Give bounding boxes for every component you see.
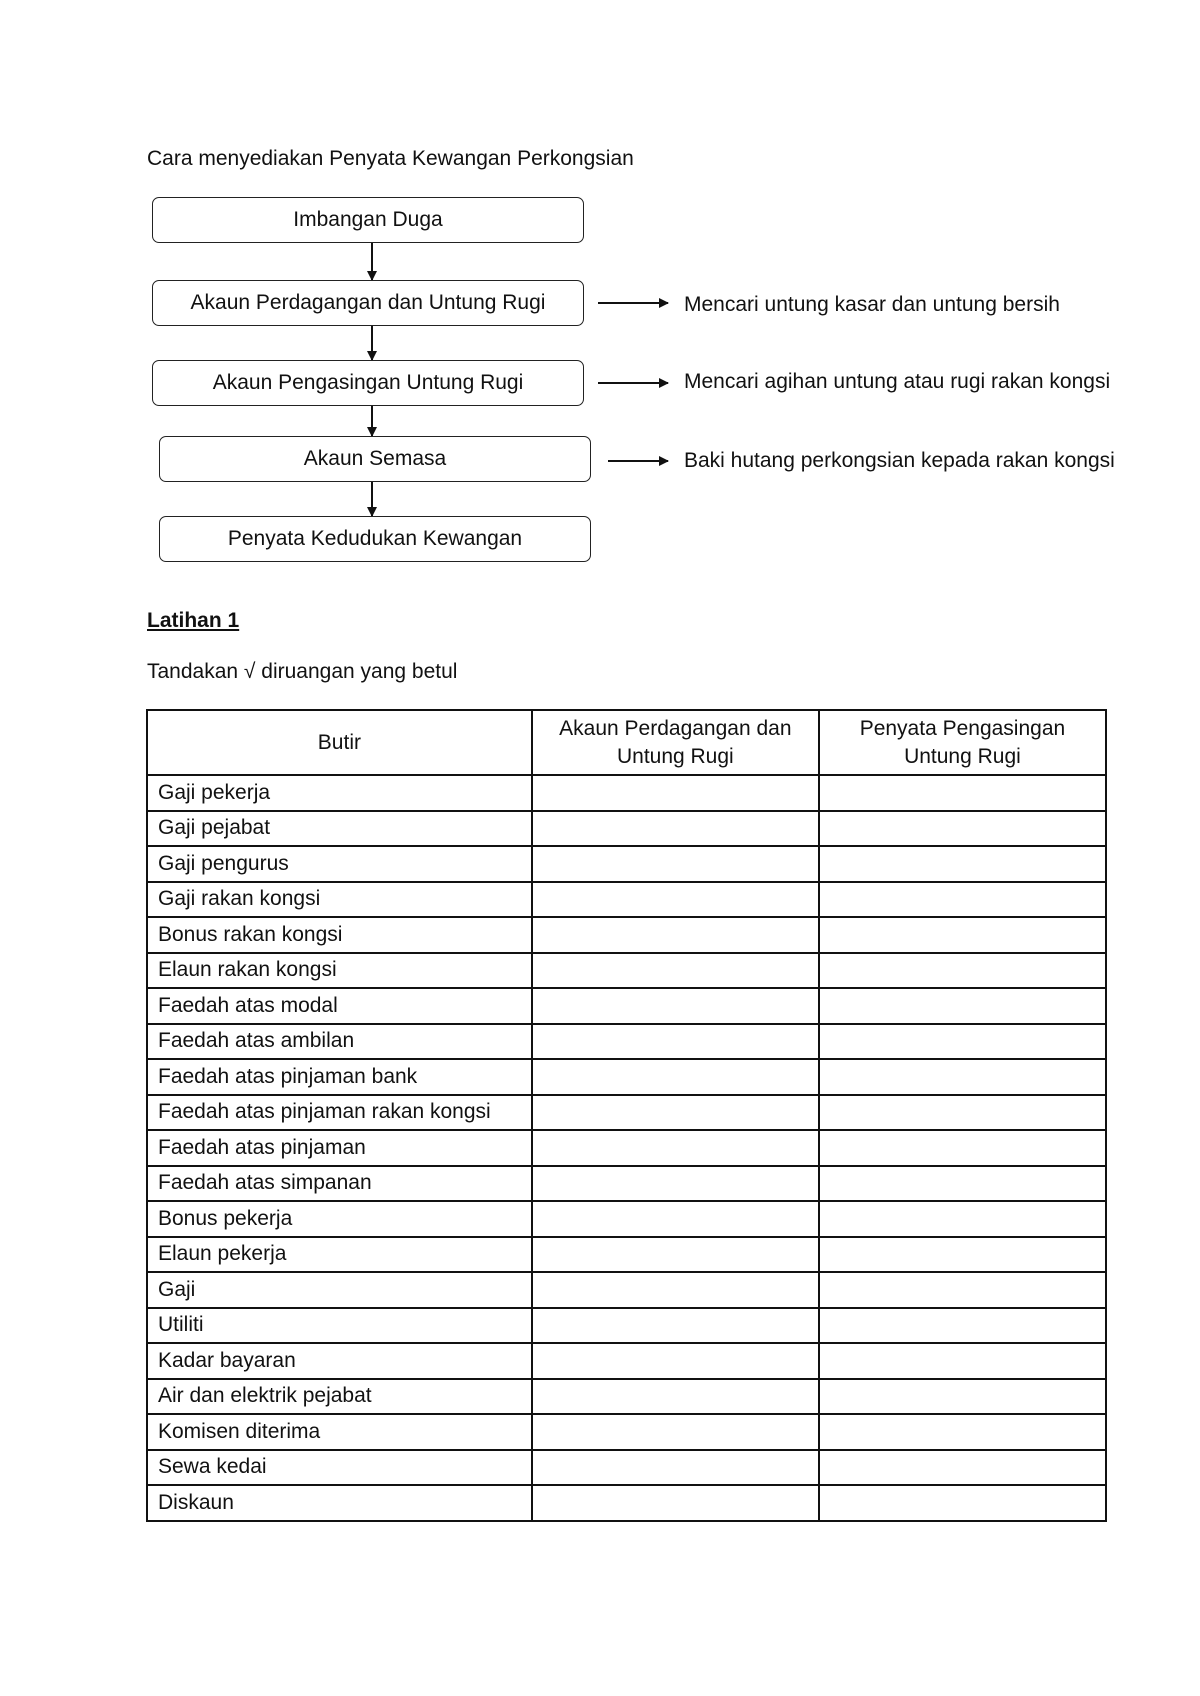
row-item-label: Faedah atas pinjaman rakan kongsi bbox=[147, 1095, 532, 1131]
checkbox-cell-akaun-perdagangan[interactable] bbox=[532, 1166, 819, 1202]
table-row bbox=[147, 917, 1106, 953]
exercise-instruction: Tandakan √ diruangan yang betul bbox=[147, 660, 458, 683]
row-item-label: Bonus rakan kongsi bbox=[147, 917, 532, 953]
flow-box-penyata-kedudukan bbox=[159, 516, 591, 562]
row-item-label: Air dan elektrik pejabat bbox=[147, 1379, 532, 1415]
table-row bbox=[147, 1024, 1106, 1060]
row-item-label: Faedah atas modal bbox=[147, 988, 532, 1024]
checkbox-cell-akaun-perdagangan[interactable] bbox=[532, 953, 819, 989]
checkbox-cell-penyata-pengasingan[interactable] bbox=[819, 1272, 1106, 1308]
checkbox-cell-penyata-pengasingan[interactable] bbox=[819, 1237, 1106, 1273]
row-item-label: Komisen diterima bbox=[147, 1414, 532, 1450]
row-item-label: Utiliti bbox=[147, 1308, 532, 1344]
table-row bbox=[147, 1308, 1106, 1344]
row-item-label: Gaji pengurus bbox=[147, 846, 532, 882]
flow-box-label: Akaun Semasa bbox=[303, 447, 447, 470]
checkbox-cell-penyata-pengasingan[interactable] bbox=[819, 882, 1106, 918]
table-row bbox=[147, 988, 1106, 1024]
checkbox-cell-penyata-pengasingan[interactable] bbox=[819, 1166, 1106, 1202]
row-item-label: Faedah atas ambilan bbox=[147, 1024, 532, 1060]
table-row bbox=[147, 1166, 1106, 1202]
checkbox-cell-akaun-perdagangan[interactable] bbox=[532, 1024, 819, 1060]
flow-note-3: Baki hutang perkongsian kepada rakan kongsi bbox=[684, 449, 1115, 472]
table-row bbox=[147, 953, 1106, 989]
checkbox-cell-penyata-pengasingan[interactable] bbox=[819, 1201, 1106, 1237]
table-header-row bbox=[147, 710, 1106, 775]
table-body bbox=[147, 775, 1106, 1521]
flow-box-label: Akaun Pengasingan Untung Rugi bbox=[212, 371, 524, 394]
table-row bbox=[147, 811, 1106, 847]
flow-box-akaun-semasa bbox=[159, 436, 591, 482]
checkbox-cell-akaun-perdagangan[interactable] bbox=[532, 811, 819, 847]
table-row bbox=[147, 1272, 1106, 1308]
table-row bbox=[147, 1095, 1106, 1131]
table-row bbox=[147, 1414, 1106, 1450]
checkbox-cell-akaun-perdagangan[interactable] bbox=[532, 882, 819, 918]
flow-note-2: Mencari agihan untung atau rugi rakan kongsi bbox=[684, 370, 1111, 393]
checkbox-cell-penyata-pengasingan[interactable] bbox=[819, 1308, 1106, 1344]
row-item-label: Bonus pekerja bbox=[147, 1201, 532, 1237]
checkbox-cell-akaun-perdagangan[interactable] bbox=[532, 775, 819, 811]
flow-box-label: Imbangan Duga bbox=[293, 208, 443, 231]
row-item-label: Elaun pekerja bbox=[147, 1237, 532, 1273]
checkbox-cell-akaun-perdagangan[interactable] bbox=[532, 1237, 819, 1273]
checkbox-cell-penyata-pengasingan[interactable] bbox=[819, 1130, 1106, 1166]
flow-note-1: Mencari untung kasar dan untung bersih bbox=[684, 293, 1060, 316]
column-header-akaun-perdagangan: Akaun Perdagangan dan Untung Rugi bbox=[532, 710, 819, 775]
checkbox-cell-penyata-pengasingan[interactable] bbox=[819, 1059, 1106, 1095]
checkbox-cell-akaun-perdagangan[interactable] bbox=[532, 846, 819, 882]
flow-box-akaun-perdagangan bbox=[152, 280, 584, 326]
checkbox-cell-penyata-pengasingan[interactable] bbox=[819, 953, 1106, 989]
checkbox-cell-penyata-pengasingan[interactable] bbox=[819, 811, 1106, 847]
checkbox-cell-akaun-perdagangan[interactable] bbox=[532, 1414, 819, 1450]
checkbox-cell-penyata-pengasingan[interactable] bbox=[819, 1379, 1106, 1415]
table-row bbox=[147, 1450, 1106, 1486]
checkbox-cell-akaun-perdagangan[interactable] bbox=[532, 1130, 819, 1166]
checkbox-cell-akaun-perdagangan[interactable] bbox=[532, 988, 819, 1024]
row-item-label: Elaun rakan kongsi bbox=[147, 953, 532, 989]
checkbox-cell-akaun-perdagangan[interactable] bbox=[532, 1343, 819, 1379]
row-item-label: Faedah atas pinjaman bbox=[147, 1130, 532, 1166]
table-row bbox=[147, 1343, 1106, 1379]
checkbox-cell-akaun-perdagangan[interactable] bbox=[532, 1095, 819, 1131]
row-item-label: Sewa kedai bbox=[147, 1450, 532, 1486]
checkbox-cell-penyata-pengasingan[interactable] bbox=[819, 1485, 1106, 1521]
table-row bbox=[147, 882, 1106, 918]
table-row bbox=[147, 1130, 1106, 1166]
checkbox-cell-penyata-pengasingan[interactable] bbox=[819, 1450, 1106, 1486]
checkbox-cell-akaun-perdagangan[interactable] bbox=[532, 1272, 819, 1308]
checkbox-cell-akaun-perdagangan[interactable] bbox=[532, 1308, 819, 1344]
checkbox-cell-akaun-perdagangan[interactable] bbox=[532, 1450, 819, 1486]
flow-box-akaun-pengasingan bbox=[152, 360, 584, 406]
table-row bbox=[147, 846, 1106, 882]
table-row bbox=[147, 1485, 1106, 1521]
flow-box-label: Penyata Kedudukan Kewangan bbox=[227, 527, 523, 550]
row-item-label: Gaji rakan kongsi bbox=[147, 882, 532, 918]
table-row bbox=[147, 1059, 1106, 1095]
checkbox-cell-penyata-pengasingan[interactable] bbox=[819, 988, 1106, 1024]
table-row bbox=[147, 1201, 1106, 1237]
checkbox-cell-penyata-pengasingan[interactable] bbox=[819, 1024, 1106, 1060]
table-row bbox=[147, 775, 1106, 811]
row-item-label: Gaji bbox=[147, 1272, 532, 1308]
row-item-label: Faedah atas pinjaman bank bbox=[147, 1059, 532, 1095]
row-item-label: Kadar bayaran bbox=[147, 1343, 532, 1379]
column-header-penyata-pengasingan: Penyata Pengasingan Untung Rugi bbox=[819, 710, 1106, 775]
exercise-table bbox=[146, 709, 1107, 1522]
flow-box-imbangan-duga bbox=[152, 197, 584, 243]
checkbox-cell-penyata-pengasingan[interactable] bbox=[819, 846, 1106, 882]
row-item-label: Gaji pekerja bbox=[147, 775, 532, 811]
checkbox-cell-akaun-perdagangan[interactable] bbox=[532, 917, 819, 953]
page-heading: Cara menyediakan Penyata Kewangan Perkongsian bbox=[147, 147, 634, 170]
column-header-butir: Butir bbox=[147, 710, 532, 775]
flow-box-label: Akaun Perdagangan dan Untung Rugi bbox=[190, 291, 546, 314]
row-item-label: Faedah atas simpanan bbox=[147, 1166, 532, 1202]
checkbox-cell-akaun-perdagangan[interactable] bbox=[532, 1201, 819, 1237]
row-item-label: Diskaun bbox=[147, 1485, 532, 1521]
checkbox-cell-penyata-pengasingan[interactable] bbox=[819, 917, 1106, 953]
table-row bbox=[147, 1237, 1106, 1273]
table-row bbox=[147, 1379, 1106, 1415]
exercise-title: Latihan 1 bbox=[147, 609, 240, 632]
checkbox-cell-penyata-pengasingan[interactable] bbox=[819, 1343, 1106, 1379]
checkbox-cell-penyata-pengasingan[interactable] bbox=[819, 1095, 1106, 1131]
row-item-label: Gaji pejabat bbox=[147, 811, 532, 847]
checkbox-cell-penyata-pengasingan[interactable] bbox=[819, 775, 1106, 811]
checkbox-cell-penyata-pengasingan[interactable] bbox=[819, 1414, 1106, 1450]
checkbox-cell-akaun-perdagangan[interactable] bbox=[532, 1485, 819, 1521]
checkbox-cell-akaun-perdagangan[interactable] bbox=[532, 1059, 819, 1095]
checkbox-cell-akaun-perdagangan[interactable] bbox=[532, 1379, 819, 1415]
